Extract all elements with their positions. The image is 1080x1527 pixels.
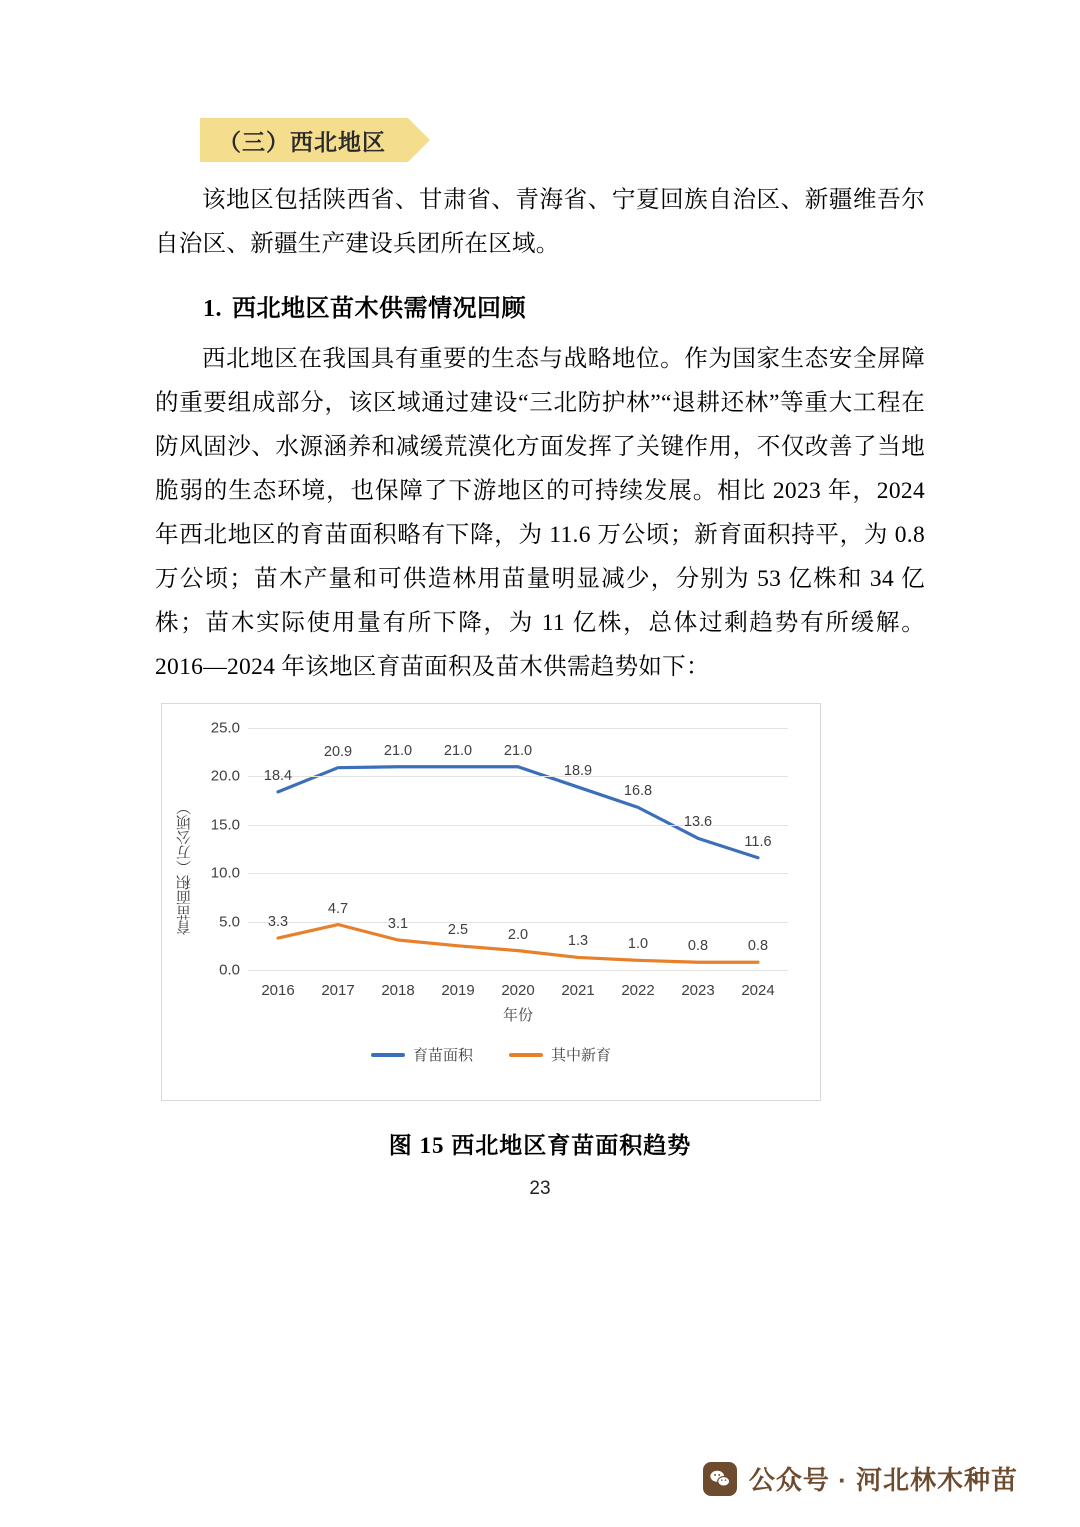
chart-data-label: 18.4 [263, 767, 293, 784]
chart-data-label: 0.8 [687, 938, 709, 955]
chart-data-label: 2.0 [507, 926, 529, 943]
chart-legend-item [371, 1044, 473, 1065]
chart-legend-label: 其中新育 [551, 1047, 612, 1064]
figure-chart [161, 703, 821, 1101]
chart-y-tick: 25.0 [210, 719, 240, 737]
chart-data-label: 3.3 [267, 914, 289, 931]
chart-x-tick: 2023 [681, 982, 715, 999]
section-heading-text: （三）西北地区 [218, 128, 386, 155]
chart-plot-area [210, 719, 788, 999]
chart-gridline [248, 873, 788, 874]
chart-y-tick: 0.0 [219, 961, 240, 979]
chart-x-tick: 2021 [561, 982, 595, 999]
chart-data-label: 21.0 [503, 742, 533, 759]
section-heading-banner [155, 118, 925, 164]
chart-data-label: 2.5 [447, 921, 469, 938]
watermark-text: 公众号 · 河北林木种苗 [748, 1465, 1018, 1495]
chart-legend-swatch [509, 1053, 543, 1057]
chart-x-tick: 2017 [321, 982, 355, 999]
main-paragraph: 西北地区在我国具有重要的生态与战略地位。作为国家生态安全屏障的重要组成部分，该区域通过建设“三北防护林”“退耕还林”等重大工程在防风固沙、水源涵养和减缓荒漠化方面发挥了关键作用，不仅改善了当地脆弱的生态环境，也保障了下游地区的可持续发展。相比 2023 年，2024 年西北地区的育苗面积略有下降，为 11.6 万公顷；新育面积持平，为 0.8 万公顷；苗木产量和可供造林用苗量明显减少，分别为 53 亿株和 34 亿株；苗木实际使用量有所下降，为 11 亿株，总体过剩趋势有所缓解。2016—2024 年该地区育苗面积及苗木供需趋势如下： [155, 346, 925, 680]
chart-data-label: 3.1 [387, 915, 409, 932]
chart-legend-swatch [371, 1053, 405, 1057]
sub-heading-number: 1. [203, 296, 222, 322]
chart-data-label: 11.6 [744, 833, 772, 850]
chart-gridline [248, 776, 788, 777]
chart-data-label: 18.9 [563, 763, 593, 780]
chart-data-label: 16.8 [623, 783, 653, 800]
page-number: 23 [529, 1178, 551, 1199]
chart-data-label: 1.3 [567, 933, 589, 950]
chart-legend-label: 育苗面积 [412, 1047, 473, 1064]
chart-data-label: 13.6 [683, 814, 713, 831]
chart-gridline [248, 970, 788, 971]
chart-y-tick: 20.0 [210, 767, 240, 785]
chart-x-tick: 2022 [621, 982, 655, 999]
chart-data-label: 1.0 [627, 936, 649, 953]
intro-paragraph: 该地区包括陕西省、甘肃省、青海省、宁夏回族自治区、新疆维吾尔自治区、新疆生产建设兵团所在区域。 [155, 187, 925, 257]
chart-legend-item [509, 1044, 611, 1065]
chart-legend [162, 1044, 820, 1065]
wechat-icon [703, 1462, 737, 1496]
chart-data-label: 4.7 [327, 900, 349, 917]
page-content [155, 118, 925, 1200]
watermark [703, 1460, 1018, 1497]
chart-x-tick: 2016 [261, 982, 295, 999]
ribbon-shape [200, 118, 408, 162]
chart-x-axis-title: 年份 [502, 1007, 533, 1024]
chart-gridline [248, 728, 788, 729]
chart-data-label: 0.8 [747, 938, 769, 955]
chart-x-tick: 2024 [741, 982, 775, 999]
chart-x-tick: 2018 [381, 982, 415, 999]
chart-y-tick: 10.0 [210, 864, 240, 882]
chart-y-axis-title: 育苗面积（万公顷） [176, 800, 193, 935]
chart-data-label: 21.0 [383, 742, 413, 759]
chart-y-tick: 15.0 [210, 816, 240, 834]
chart-series-line [278, 767, 758, 858]
chart-x-tick: 2019 [441, 982, 475, 999]
chart-y-tick: 5.0 [219, 913, 240, 931]
chart-x-tick: 2020 [501, 982, 535, 999]
sub-heading-text: 西北地区苗木供需情况回顾 [232, 296, 526, 322]
chart-gridline [248, 922, 788, 923]
chart-data-label: 20.9 [323, 743, 353, 760]
chart-canvas [162, 704, 820, 1100]
figure-caption: 图 15 西北地区育苗面积趋势 [388, 1133, 692, 1158]
sub-heading [155, 288, 925, 323]
chart-data-label: 21.0 [443, 742, 473, 759]
